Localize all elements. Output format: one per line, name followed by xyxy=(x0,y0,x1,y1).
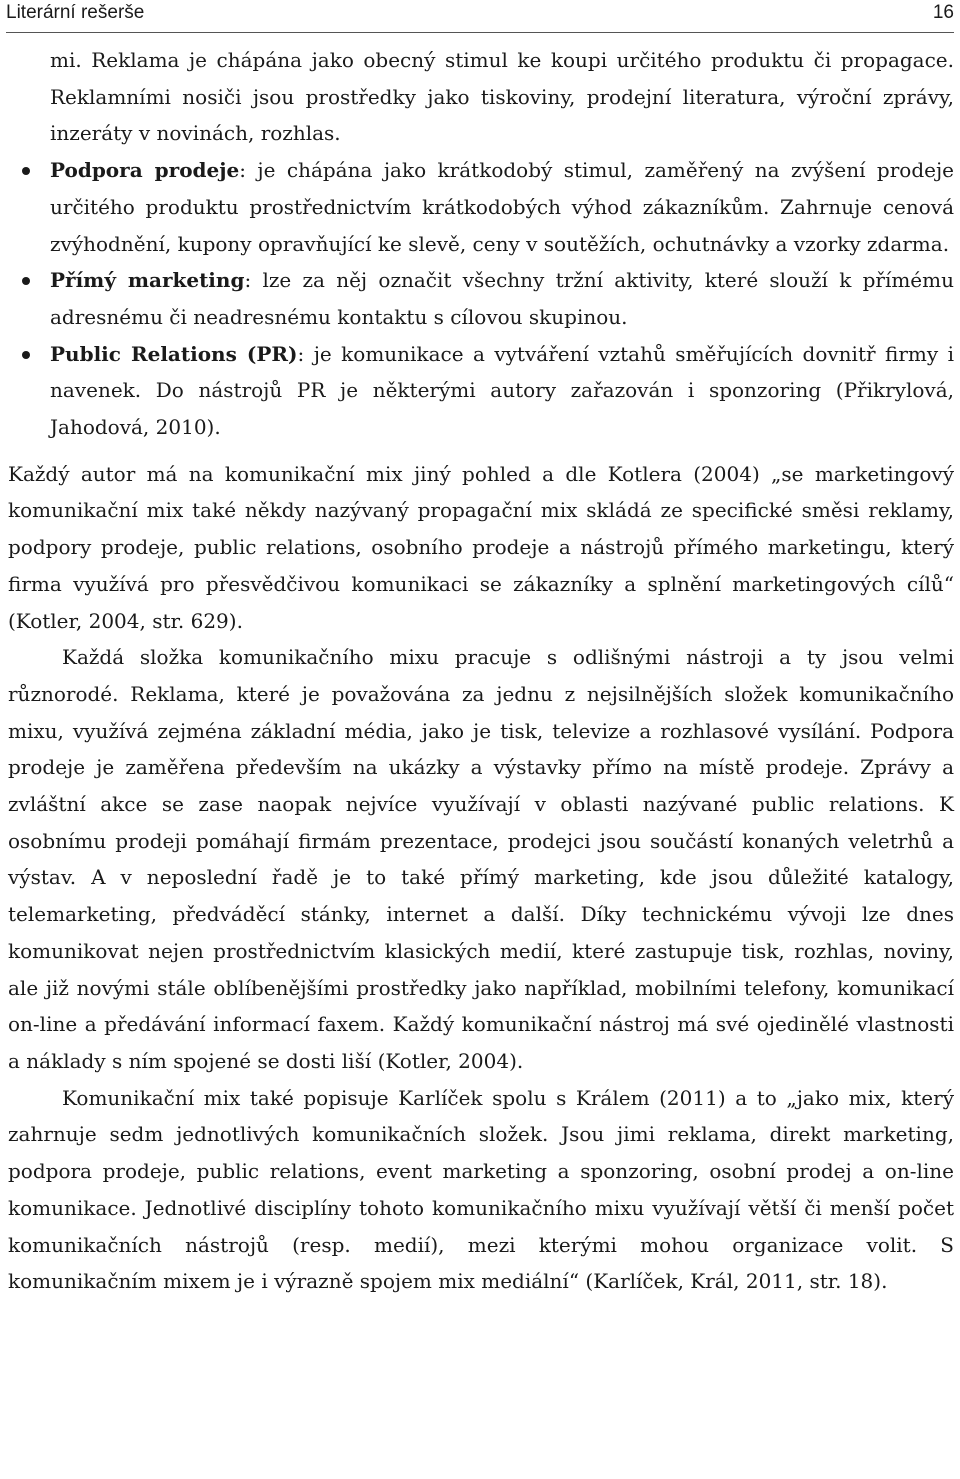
list-item-term: Public Relations (PR) xyxy=(50,341,298,366)
list-item-reklama-continuation xyxy=(8,42,954,152)
bullet-icon xyxy=(22,167,30,175)
bullet-icon xyxy=(22,351,30,359)
list-item-separator: : xyxy=(239,158,246,183)
list-item-podpora-prodeje xyxy=(8,152,954,262)
list-item-public-relations xyxy=(8,336,954,446)
list-item-separator: : xyxy=(244,268,252,293)
page-body xyxy=(8,42,954,1300)
list-item-text: mi. Reklama je chápána jako obecný stimul ke koupi určitého produktu či propagace. Reklamními nosiči jsou prostředky jako tiskoviny, prodejní literatura, výroční zprávy, inzeráty v novinách, rozhlas. xyxy=(50,48,954,146)
list-item-separator: : xyxy=(297,341,305,366)
bullet-icon xyxy=(22,277,30,285)
paragraph-karlicek: Komunikační mix také popisuje Karlíček spolu s Králem (2011) a to „jako mix, který zahrnuje sedm jednotlivých komunikačních složek. Jsou jimi reklama, direkt marketing, podpora prodeje, public relations, event marketing a sponzoring, osobní prodej a on-line komunikace. Jednotlivé disciplíny tohoto komunikačního mixu využívají větší či menší počet komunikačních nástrojů (resp. medií), mezi kterými mohou organizace volit. S komunikačním mixem je i výrazně spojem mix mediální“ (Karlíček, Král, 2011, str. 18). xyxy=(8,1085,954,1294)
list-item-primy-marketing xyxy=(8,262,954,335)
page-header xyxy=(6,0,954,33)
running-title: Literární rešerše xyxy=(6,2,145,23)
paragraph-kotler: Každý autor má na komunikační mix jiný pohled a dle Kotlera (2004) „se marketingový komunikační mix také někdy nazývaný propagační mix skládá ze specifické směsi reklamy, podpory prodeje, public relations, osobního prodeje a nástrojů přímého marketingu, který firma využívá pro přesvědčivou komunikaci se zákazníky a splnění marketingových cílů“ (Kotler, 2004, str. 629). xyxy=(8,461,954,633)
paragraph-slozky: Každá složka komunikačního mixu pracuje s odlišnými nástroji a ty jsou velmi různorodé. Reklama, které je považována za jednu z nejsilnějších složek komunikačního mixu, využívá zejména základní média, jako je tisk, televize a rozhlasové vysílání. Podpora prodeje je zaměřena především na ukázky a výstavky přímo na místě prodeje. Zprávy a zvláštní akce se zase naopak nejvíce využívají v oblasti nazývané public relations. K osobnímu prodeji pomáhají firmám prezentace, prodejci jsou součástí konaných veletrhů a výstav. A v neposlední řadě je to také přímý marketing, kde jsou důležité katalogy, telemarketing, předváděcí stánky, internet a další. Díky technickému vývoji lze dnes komunikovat nejen prostřednictvím klasických medií, které zastupuje tisk, rozhlas, noviny, ale již novými stále oblíbenějšími prostředky jako například, mobilními telefony, komunikací on-line a předávání informací faxem. Každý komunikační nástroj má své ojedinělé vlastnosti a náklady s ním spojené se dosti liší (Kotler, 2004). xyxy=(8,645,954,1073)
bullet-list xyxy=(8,42,954,446)
list-item-term: Přímý marketing xyxy=(50,268,245,293)
list-item-text: lze za něj označit všechny tržní aktivity, které slouží k přímému adresnému či neadresnému kontaktu s cílovou skupinou. xyxy=(50,268,954,329)
list-item-term: Podpora prodeje xyxy=(50,158,240,183)
list-item-text: je komunikace a vytváření vztahů směřujících dovnitř firmy i navenek. Do nástrojů PR je některými autory zařazován i sponzoring (Přikrylová, Jahodová, 2010). xyxy=(50,341,954,440)
page-number: 16 xyxy=(932,2,954,23)
list-item-text: je chápána jako krátkodobý stimul, zaměřený na zvýšení prodeje určitého produktu prostřednictvím krátkodobých výhod zákazníkům. Zahrnuje cenová zvýhodnění, kupony opravňující ke slevě, ceny v soutěžích, ochutnávky a vzorky zdarma. xyxy=(50,158,954,256)
